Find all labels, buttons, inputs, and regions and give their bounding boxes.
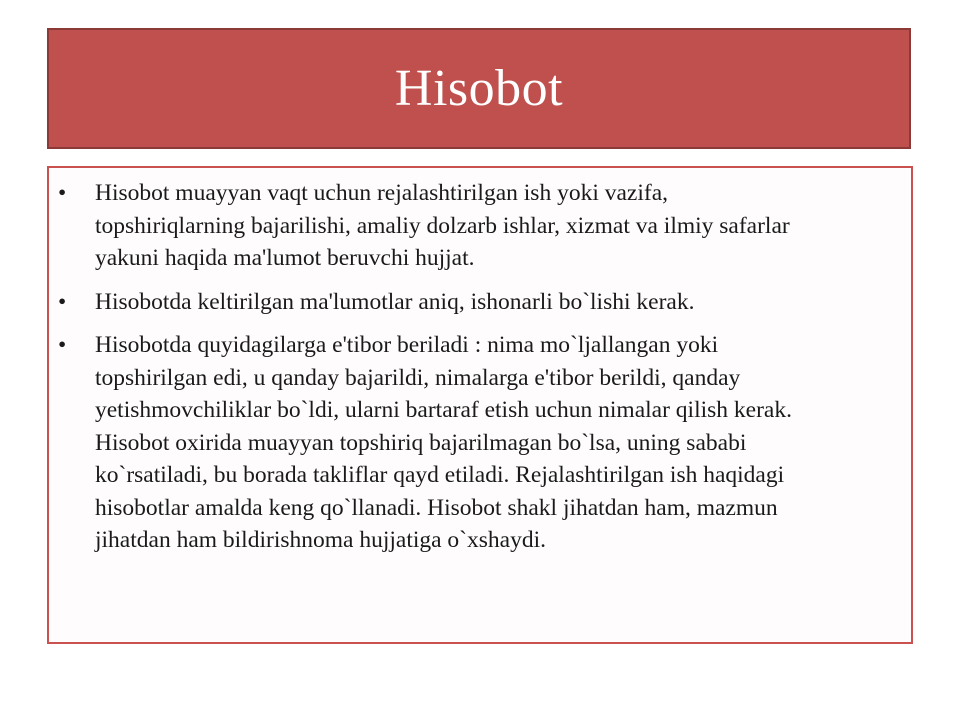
slide-title: Hisobot <box>394 59 564 117</box>
bullet-text: Hisobot muayyan vaqt uchun rejalashtirilgan ish yoki vazifa, topshiriqlarning bajarilishi, amaliy dolzarb ishlar, xizmat va ilmiy safarlar yakuni haqida ma'lumot beruvchi hujjat. <box>95 180 790 271</box>
bullet-item <box>49 286 911 319</box>
bullet-marker-icon: • <box>58 180 67 206</box>
content-panel <box>47 166 913 644</box>
bullet-marker-icon: • <box>58 332 67 358</box>
bullet-text: Hisobotda quyidagilarga e'tibor beriladi : nima mo`ljallangan yoki topshirilgan edi, u qanday bajarildi, nimalarga e'tibor berildi, qanday yetishmovchiliklar bo`ldi, ularni bartaraf etish uchun nimalar qilish kerak. Hisobot oxirida muayyan topshiriq bajarilmagan bo`lsa, uning sababi ko`rsatiladi, bu borada takliflar qayd etiladi. Rejalashtirilgan ish haqidagi hisobotlar amalda keng qo`llanadi. Hisobot shakl jihatdan ham, mazmun jihatdan ham bildirishnoma hujjatiga o`xshaydi. <box>95 332 792 553</box>
bullet-marker-icon: • <box>58 288 67 315</box>
bullet-item <box>49 329 911 557</box>
bullet-text: Hisobotda keltirilgan ma'lumotlar aniq, ishonarli bo`lishi kerak. <box>95 288 695 315</box>
bullet-item <box>49 177 911 275</box>
title-banner <box>47 28 911 149</box>
bullet-list <box>49 177 911 568</box>
